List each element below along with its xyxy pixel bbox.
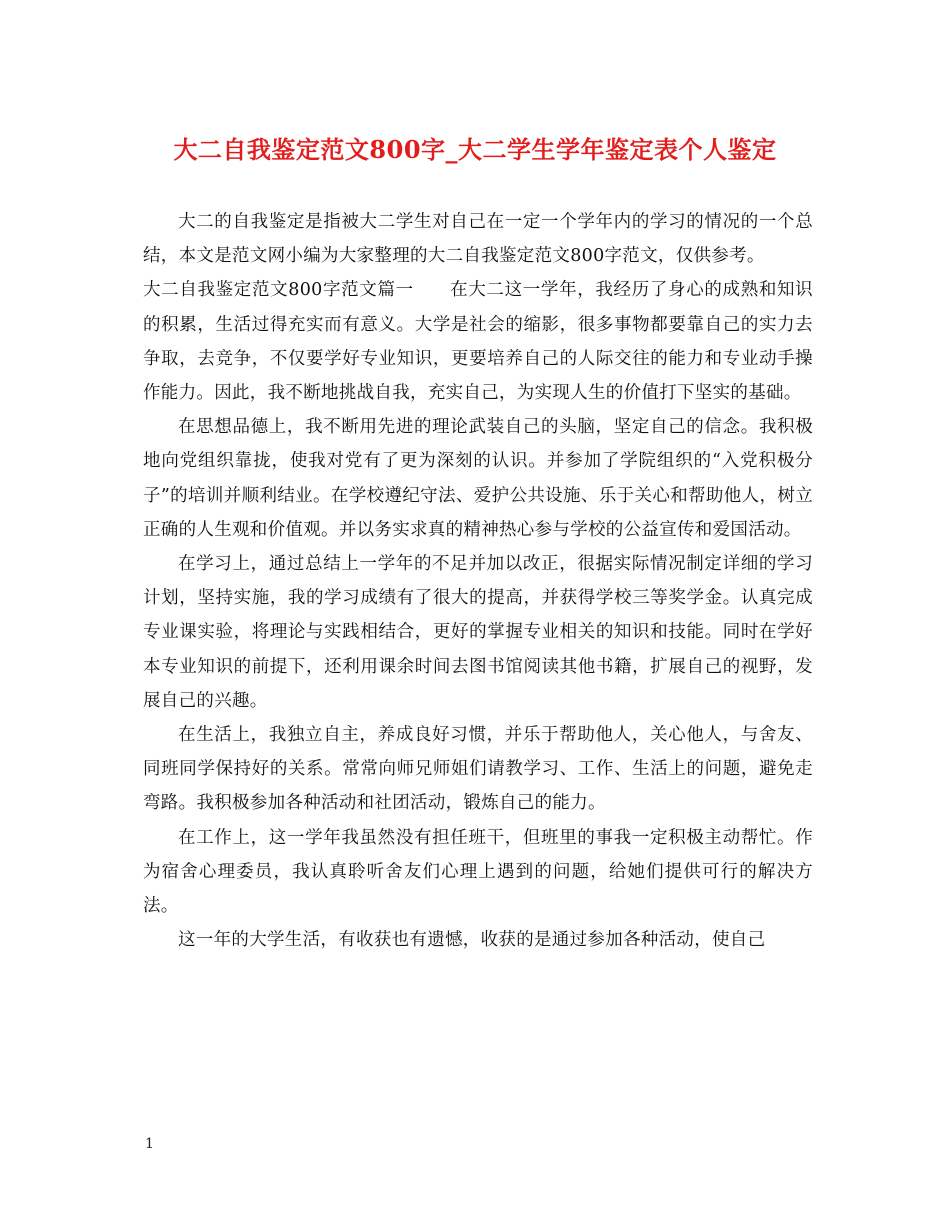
paragraph-intro: 大二的自我鉴定是指被大二学生对自己在一定一个学年内的学习的情况的一个总结，本文是范文网小编为大家整理的大二自我鉴定范文800字范文，仅供参考。 xyxy=(143,212,813,267)
paragraph-summary: 这一年的大学生活，有收获也有遗憾，收获的是通过参加各种活动，使自己 xyxy=(178,930,766,951)
paragraph-ideology: 在思想品德上，我不断用先进的理论武装自己的头脑，坚定自己的信念。我积极地向党组织靠拢，使我对党有了更为深刻的认识。并参加了学院组织的“入党积极分子”的培训并顺利结业。在学校遵纪守法、爱护公共设施、乐于关心和帮助他人，树立正确的人生观和价值观。并以务实求真的精神热心参与学校的公益宣传和爱国活动。 xyxy=(143,417,813,540)
paragraph-study: 在学习上，通过总结上一学年的不足并加以改正，很据实际情况制定详细的学习计划，坚持实施，我的学习成绩有了很大的提高，并获得学校三等奖学金。认真完成专业课实验，将理论与实践相结合，更好的掌握专业相关的知识和技能。同时在学好本专业知识的前提下，还利用课余时间去图书馆阅读其他书籍，扩展自己的视野，发展自己的兴趣。 xyxy=(143,554,813,711)
document-title: 大二自我鉴定范文800字_大二学生学年鉴定表个人鉴定 xyxy=(173,135,777,164)
paragraph-life: 在生活上，我独立自主，养成良好习惯，并乐于帮助他人，关心他人，与舍友、同班同学保持好的关系。常常向师兄师姐们请教学习、工作、生活上的问题，避免走弯路。我积极参加各种活动和社团活动，锻炼自己的能力。 xyxy=(143,725,813,814)
paragraph-section-one: 大二自我鉴定范文800字范文篇一 在大二这一学年，我经历了身心的成熟和知识的积累，生活过得充实而有意义。大学是社会的缩影，很多事物都要靠自己的实力去争取，去竞争，不仅要学好专业知识，更要培养自己的人际交往的能力和专业动手操作能力。因此，我不断地挑战自我，充实自己，为实现人生的价值打下坚实的基础。 xyxy=(143,280,813,404)
page-number: 1 xyxy=(145,1136,154,1152)
paragraph-work: 在工作上，这一学年我虽然没有担任班干，但班里的事我一定积极主动帮忙。作为宿舍心理委员，我认真聆听舍友们心理上遇到的问题，给她们提供可行的解决方法。 xyxy=(143,827,813,917)
document-body xyxy=(143,205,813,957)
